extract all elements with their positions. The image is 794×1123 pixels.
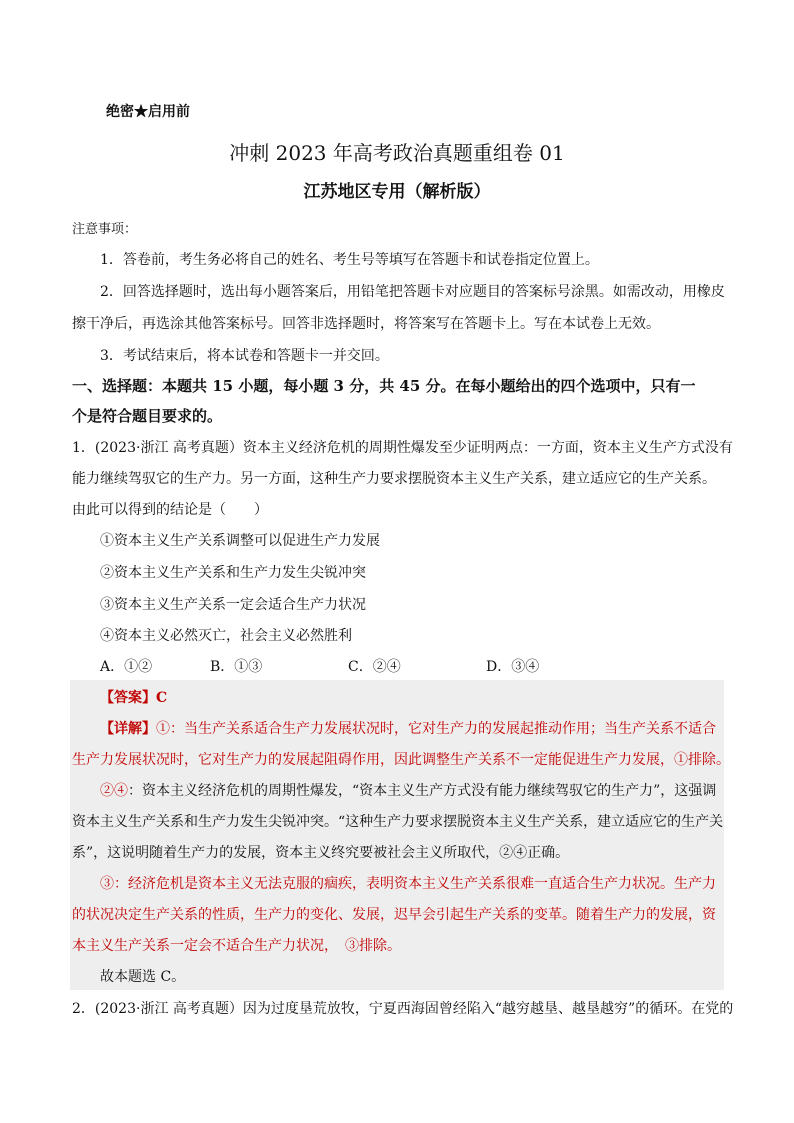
detail-line <box>100 718 716 738</box>
question-stem: 2．(2023·浙江 高考真题）因为过度垦荒放牧，宁夏西海固曾经陷入“越穷越垦、越垦越穷”的循环。在党的 <box>72 1001 734 1017</box>
question-stem: 1．(2023·浙江 高考真题）资本主义经济危机的周期性爆发至少证明两点：一方面，资本主义生产方式没有 <box>72 440 733 456</box>
statement-item: ②资本主义生产关系和生产力发生尖锐冲突 <box>100 565 366 581</box>
detail-text: ：经济危机是资本主义无法克服的痼疾，表明资本主义生产关系很难一直适合生产力状况。生产力 <box>114 876 716 892</box>
detail-label: 【详解】 <box>100 721 156 737</box>
detail-marker: ③ <box>100 876 114 892</box>
notice-item: 1．答卷前，考生务必将自己的姓名、考生号等填写在答题卡和试卷指定位置上。 <box>100 252 599 268</box>
detail-text: 的状况决定生产关系的性质，生产力的变化、发展，迟早会引起生产关系的变革。随着生产力的发展，资 <box>72 907 716 923</box>
detail-line <box>100 780 716 800</box>
answer-label: 【答案】 <box>100 690 156 706</box>
section-heading: 一、选择题：本题共 15 小题，每小题 3 分，共 45 分。在每小题给出的四个选项中，只有一 <box>72 377 696 395</box>
statement-item: ③资本主义生产关系一定会适合生产力状况 <box>100 597 366 613</box>
page-title: 冲刺 2023 年高考政治真题重组卷 01 <box>229 141 565 165</box>
detail-text: 本主义生产关系一定会不适合生产力状况， ③排除。 <box>72 938 401 954</box>
statement-item: ①资本主义生产关系调整可以促进生产力发展 <box>100 533 380 549</box>
detail-text: 资本主义生产关系和生产力发生尖锐冲突。“这种生产力要求摆脱资本主义生产关系，建立适应它的生产关 <box>72 814 724 830</box>
choice-c: C．②④ <box>348 659 401 675</box>
page-subtitle: 江苏地区专用（解析版） <box>303 182 491 202</box>
conclusion-text: 故本题选 C。 <box>100 969 186 985</box>
choice-b: B．①③ <box>210 659 263 675</box>
statement-item: ④资本主义必然灭亡，社会主义必然胜利 <box>100 628 352 644</box>
answer-line <box>100 687 167 707</box>
notice-heading: 注意事项： <box>72 222 138 237</box>
choice-d: D．③④ <box>486 659 540 675</box>
section-heading: 个是符合题目要求的。 <box>72 407 223 425</box>
question-stem: 由此可以得到的结论是（ ） <box>72 502 268 518</box>
secret-label: 绝密★启用前 <box>106 104 190 120</box>
detail-text: ：当生产关系适合生产力发展状况时，它对生产力的发展起推动作用；当生产关系不适合 <box>170 721 716 737</box>
detail-line <box>100 873 716 893</box>
detail-marker: ① <box>156 721 170 737</box>
notice-item: 3．考试结束后，将本试卷和答题卡一并交回。 <box>100 348 389 364</box>
detail-text: 系”，这说明随着生产力的发展，资本主义终究要被社会主义所取代，②④正确。 <box>72 845 570 861</box>
notice-item: 擦干净后，再选涂其他答案标号。回答非选择题时，将答案写在答题卡上。写在本试卷上无效。 <box>72 316 660 332</box>
detail-text: 生产力发展状况时，它对生产力的发展起阻碍作用，因此调整生产关系不一定能促进生产力发展，①排除。 <box>72 752 730 768</box>
choice-a: A．①② <box>100 659 153 675</box>
answer-value: C <box>156 690 168 706</box>
detail-marker: ②④ <box>100 783 128 799</box>
detail-text: ：资本主义经济危机的周期性爆发，“资本主义生产方式没有能力继续驾驭它的生产力”，这强调 <box>128 783 717 799</box>
notice-item: 2．回答选择题时，选出每小题答案后，用铅笔把答题卡对应题目的答案标号涂黑。如需改动，用橡皮 <box>100 284 725 300</box>
question-stem: 能力继续驾驭它的生产力。另一方面，这种生产力要求摆脱资本主义生产关系，建立适应它的生产关系。 <box>72 471 716 487</box>
